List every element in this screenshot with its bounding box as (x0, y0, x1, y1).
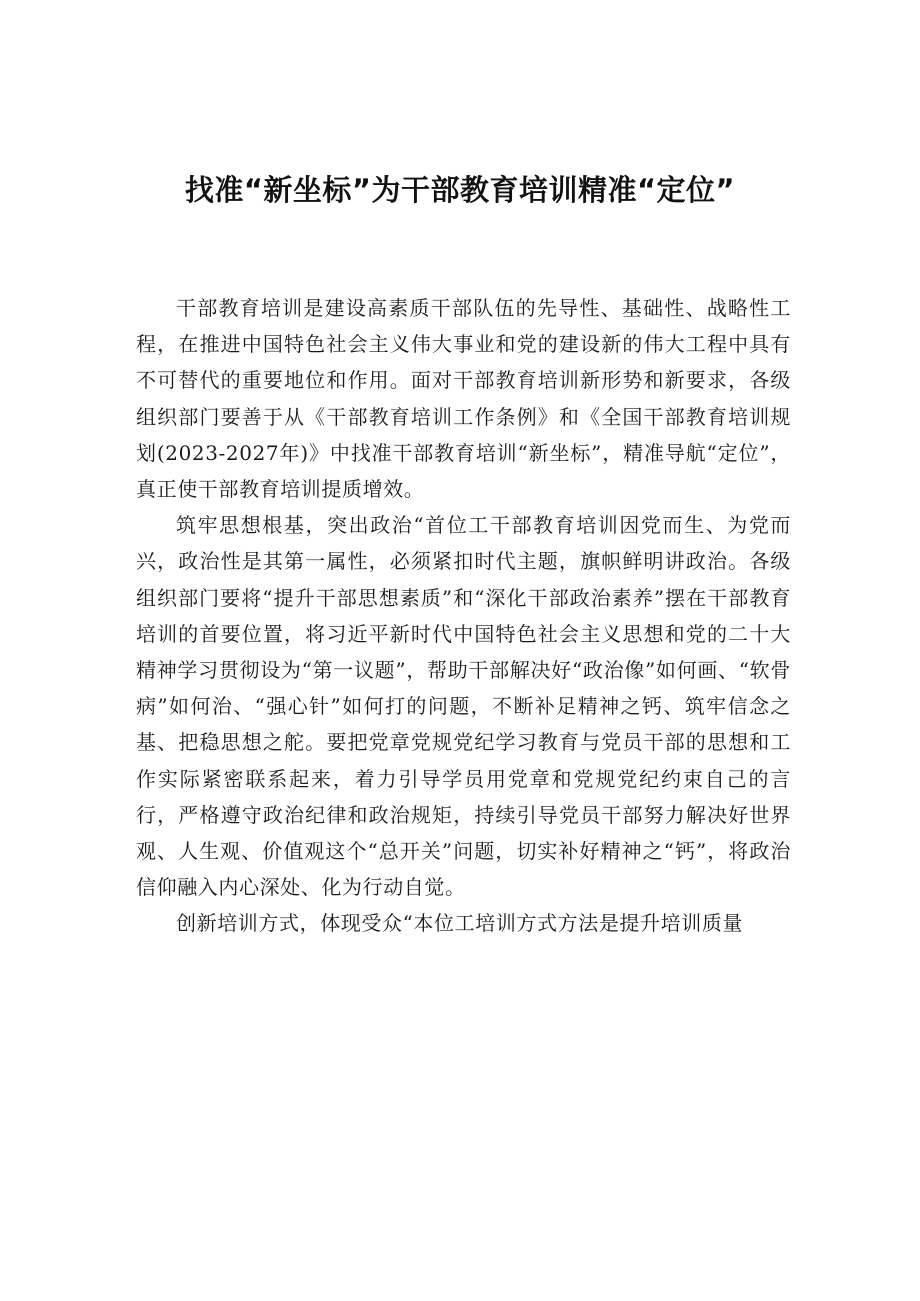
paragraph: 筑牢思想根基，突出政治“首位工干部教育培训因党而生、为党而兴，政治性是其第一属性，必须紧扣时代主题，旗帜鲜明讲政治。各级组织部门要将“提升干部思想素质”和“深化干部政治素养”摆在干部教育培训的首要位置，将习近平新时代中国特色社会主义思想和党的二十大精神学习贯彻设为“第一议题”，帮助干部解决好“政治像”如何画、“软骨病”如何治、“强心针”如何打的问题，不断补足精神之钙、筑牢信念之基、把稳思想之舵。要把党章党规党纪学习教育与党员干部的思想和工作实际紧密联系起来，着力引导学员用党章和党规党纪约束自己的言行，严格遵守政治纪律和政治规矩，持续引导党员干部努力解决好世界观、人生观、价值观这个“总开关”问题，切实补好精神之“钙”，将政治信仰融入内心深处、化为行动自觉。 (136, 513, 791, 900)
paragraph: 干部教育培训是建设高素质干部队伍的先导性、基础性、战略性工程，在推进中国特色社会主义伟大事业和党的建设新的伟大工程中具有不可替代的重要地位和作用。面对干部教育培训新形势和新要求，各级组织部门要善于从《干部教育培训工作条例》和《全国干部教育培训规划(2023-2027年)》中找准干部教育培训“新坐标”，精准导航“定位”，真正使干部教育培训提质增效。 (136, 296, 791, 502)
document-body (136, 290, 791, 942)
paragraph: 创新培训方式，体现受众“本位工培训方式方法是提升培训质量 (176, 911, 744, 936)
document-title: 找准“新坐标”为干部教育培训精准“定位” (184, 173, 736, 207)
